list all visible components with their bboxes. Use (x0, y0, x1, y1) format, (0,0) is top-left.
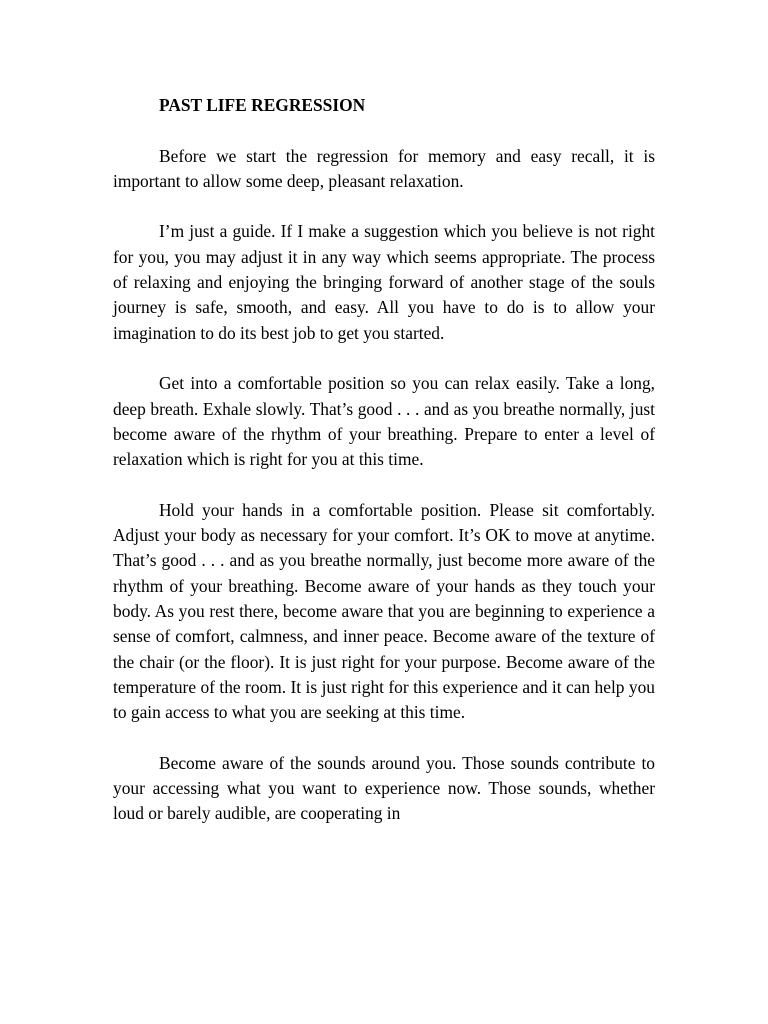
document-title: PAST LIFE REGRESSION (159, 95, 366, 115)
paragraph-guide: I’m just a guide. If I make a suggestion which you believe is not right for you, you may adjust it in any way which seems appropriate. The process of relaxing and enjoying the bringing forward of another stage of the souls journey is safe, smooth, and easy. All you have to do is to allow your imagination to do its best job to get you started. (113, 221, 655, 343)
paragraph-position: Get into a comfortable position so you can relax easily. Take a long, deep breath. Exhale slowly. That’s good . . . and as you breathe normally, just become aware of the rhythm of your breathing. Prepare to enter a level of relaxation which is right for you at this time. (113, 373, 655, 470)
paragraph-sounds: Become aware of the sounds around you. Those sounds contribute to your accessing what you want to experience now. Those sounds, whether loud or barely audible, are cooperating in (113, 752, 655, 824)
document-body (113, 93, 655, 827)
paragraph-intro: Before we start the regression for memory and easy recall, it is important to allow some deep, pleasant relaxation. (113, 145, 655, 191)
paragraph-hands: Hold your hands in a comfortable position. Please sit comfortably. Adjust your body as necessary for your comfort. It’s OK to move at anytime. That’s good . . . and as you breathe normally, just become more aware of the rhythm of your breathing. Become aware of your hands as they touch your body. As you rest there, become aware that you are beginning to experience a sense of comfort, calmness, and inner peace. Become aware of the texture of the chair (or the floor). It is just right for your purpose. Become aware of the temperature of the room. It is just right for this experience and it can help you to gain access to what you are seeking at this time. (113, 499, 655, 723)
